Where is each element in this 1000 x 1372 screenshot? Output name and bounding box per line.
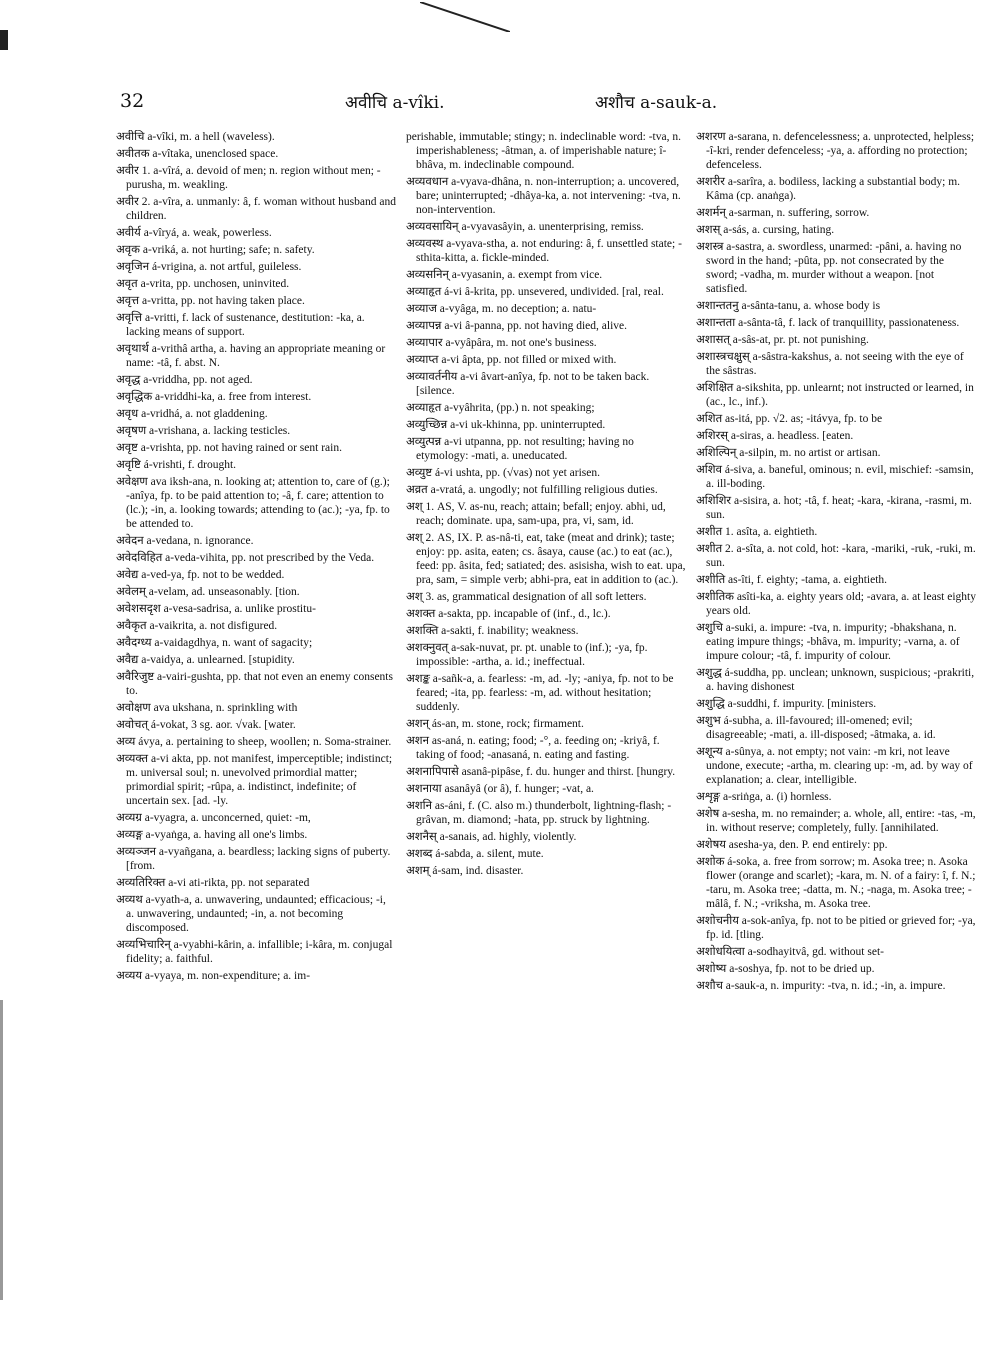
dictionary-entry: अशून्य a-sûnya, a. not empty; not vain: -m kri, not leave undone, execute; -artha, m. clearing up: -m, ad. by way of explanation; a. clear, intelligible. <box>696 746 973 786</box>
dictionary-entry: अशुचि a-suki, a. impure: -tva, n. impurity; -bhakshana, n. eating impure things; -bhâva, m. impurity; -varna, a. of impure colour; -tâ, f. impurity of colour. <box>696 622 960 662</box>
dictionary-entry: अशम् á-sam, ind. disaster. <box>406 865 524 877</box>
dictionary-entry: अवृषण a-vrishana, a. lacking testicles. <box>116 425 291 437</box>
dictionary-entry: अव्यभिचारिन् a-vyabhi-kârin, a. infallible; i-kâra, m. conjugal fidelity; a. faithful. <box>116 939 393 965</box>
dictionary-entry: अशीत 1. asîta, a. eightieth. <box>696 526 818 538</box>
dictionary-entry: अश् 2. AS, IX. P. as-nâ-ti, eat, take (meat and drink); taste; enjoy: pp. asita, eaten; cs. âsaya, cause (ac.) to eat (ac.), feed: pp. âsita, fed; satiated; des. asisisha, wish to eat. upa, pra, sam, = simple verb; abhi-pra, eat in addition to (ac.). <box>406 532 686 586</box>
dictionary-entry: अव्यथ a-vyath-a, a. unwavering, undaunted; efficacious; -i, a. unwavering, undaunted; -in, a. not becoming discomposed. <box>116 894 386 934</box>
dictionary-entry: अवीर 1. a-vîrá, a. devoid of men; n. region without men; -purusha, m. weakling. <box>116 165 381 191</box>
dictionary-entry: अशक्नुवत् a-sak-nuvat, pr. pt. unable to (inf.); -ya, fp. impossible: -artha, a. id.; ineffectual. <box>406 642 648 668</box>
dictionary-entry: अव्यवसायिन् a-vyavasâyin, a. unenterprising, remiss. <box>406 221 644 233</box>
dictionary-entry: अश् 3. as, grammatical designation of all soft letters. <box>406 591 647 603</box>
dictionary-entry: अव्याहृत á-vi â-krita, pp. unsevered, undivided. [ral, real. <box>406 286 664 298</box>
dictionary-entry: अशिशिर a-sisira, a. hot; -tâ, f. heat; -kara, -kirana, -rasmi, m. sun. <box>696 495 972 521</box>
dictionary-entry: अवृथार्थ a-vrithâ artha, a. having an appropriate meaning or name: -tâ, f. abst. N. <box>116 343 386 369</box>
dictionary-column-3 <box>696 130 976 1360</box>
dictionary-entry: अव्यापन्न a-vi â-panna, pp. not having died, alive. <box>406 320 627 332</box>
dictionary-entry: अशस्त्र a-sastra, a. swordless, unarmed: -pâni, a. having no sword in the hand; -pûta, pp. not consecrated by the sword; -vadha, m. murder without a weapon. [not satisfied. <box>696 241 962 295</box>
dictionary-entry: अवोचत् á-vokat, 3 sg. aor. √vak. [water. <box>116 719 296 731</box>
dictionary-columns <box>116 130 976 1360</box>
running-head-right: अशौच a-sauk-a. <box>595 93 718 113</box>
dictionary-entry: अशिल्पिन् a-silpin, m. no artist or artisan. <box>696 447 881 459</box>
dictionary-entry: अशेषय asesha-ya, den. P. end entirely: pp. <box>696 839 888 851</box>
dictionary-entry: अशब्द á-sabda, a. silent, mute. <box>406 848 544 860</box>
dictionary-entry: अव्यवधान a-vyava-dhâna, n. non-interruption; a. uncovered, bare; uninterrupted; -dhâya-ka, a. not intervening: -tva, n. non-intervention. <box>406 176 681 216</box>
dictionary-entry: अवीर 2. a-vîra, a. unmanly: â, f. woman without husband and children. <box>116 196 396 222</box>
dictionary-entry: अवोक्षण ava ukshana, n. sprinkling with <box>116 702 298 714</box>
dictionary-entry: अवृद्ध a-vriddha, pp. not aged. <box>116 374 253 386</box>
dictionary-entry: अशीति as-îti, f. eighty; -tama, a. eightieth. <box>696 574 888 586</box>
dictionary-entry: अशुद्ध á-suddha, pp. unclean; unknown, suspicious; -prakriti, a. having dishonest <box>696 667 975 693</box>
dictionary-entry: अव्याज a-vyâga, m. no deception; a. natu- <box>406 303 597 315</box>
dictionary-entry: अशासत् a-sâs-at, pr. pt. not punishing. <box>696 334 869 346</box>
dictionary-entry: अवृत्ति a-vritti, f. lack of sustenance, destitution: -ka, a. lacking means of support. <box>116 312 365 338</box>
dictionary-entry: अशिरस् a-siras, a. headless. [eaten. <box>696 430 854 442</box>
dictionary-entry: अशोष्य a-soshya, fp. not to be dried up. <box>696 963 875 975</box>
dictionary-entry: अव्रत a-vratá, a. ungodly; not fulfilling religious duties. <box>406 484 658 496</box>
page-number: 32 <box>120 90 145 112</box>
scan-edge-shadow <box>0 1000 3 1300</box>
dictionary-entry: अवीचि a-vîki, m. a hell (waveless). <box>116 131 275 143</box>
dictionary-entry: अशर्मन् a-sarman, n. suffering, sorrow. <box>696 207 870 219</box>
dictionary-entry: अशोचनीय a-sok-anîya, fp. not to be pitied or grieved for; -ya, fp. id. [tling. <box>696 915 976 941</box>
dictionary-entry: perishable, immutable; stingy; n. indeclinable word: -tva, n. imperishableness; -âtman, a. of imperishable nature; î-bhâva, m. indeclinable compound. <box>406 131 681 171</box>
dictionary-entry: अव्यक्त a-vi akta, pp. not manifest, imperceptible; indistinct; m. universal soul; n. unevolved primordial matter; primordial spirit; -rûpa, a. indistinct, indefinite; of uncertain sex. [ad. -ly. <box>116 753 393 807</box>
dictionary-entry: अशुभ á-subha, a. ill-favoured; ill-omened; evil; disagreeable; -mati, a. ill-disposed; -âtmaka, a. id. <box>696 715 936 741</box>
dictionary-entry: अव्यग्र a-vyagra, a. unconcerned, quiet: -m, <box>116 812 311 824</box>
dictionary-entry: अव्याहृत a-vyâhrita, (pp.) n. not speaking; <box>406 402 595 414</box>
dictionary-entry: अशिक्षित a-sikshita, pp. unlearnt; not instructed or learned, in (ac., lc., inf.). <box>696 382 974 408</box>
dictionary-entry: अशीत 2. a-sîta, a. not cold, hot: -kara, -mariki, -ruk, -ruki, m. sun. <box>696 543 976 569</box>
dictionary-entry: अशोक á-soka, a. free from sorrow; m. Asoka tree; n. Asoka flower (orange and scarlet); -kara, m. N. of a fairy: î, f. N.; -taru, m. Asoka tree; -datta, m. N.; -naga, m. Asoka tree; -mâlâ, f. N.; -vriksha, m. Asoka tree. <box>696 856 976 910</box>
dictionary-entry: अव्यञ्जन a-vyañgana, a. beardless; lacking signs of puberty. [from. <box>116 846 391 872</box>
dictionary-entry: अशिव á-siva, a. baneful, ominous; n. evil, mischief: -samsin, a. ill-boding. <box>696 464 974 490</box>
dictionary-entry: अवृत a-vrita, pp. unchosen, uninvited. <box>116 278 290 290</box>
dictionary-entry: अवेदन a-vedana, n. ignorance. <box>116 535 254 547</box>
dictionary-entry: अवैद्य a-vaidya, a. unlearned. [stupidity. <box>116 654 295 666</box>
dictionary-entry: अवृजिन á-vrigina, a. not artful, guileless. <box>116 261 302 273</box>
dictionary-entry: अवृत्त a-vritta, pp. not having taken place. <box>116 295 305 307</box>
dictionary-entry: अवृध a-vridhá, a. not gladdening. <box>116 408 268 420</box>
dictionary-entry: अशीतिक asîti-ka, a. eighty years old; -avara, a. at least eighty years old. <box>696 591 976 617</box>
dictionary-entry: अवेलम् a-velam, ad. unseasonably. [tion. <box>116 586 300 598</box>
dictionary-entry: अव्यङ्ग a-vyaṅga, a. having all one's limbs. <box>116 829 308 841</box>
dictionary-entry: अव्युष्ट á-vi ushta, pp. (√vas) not yet arisen. <box>406 467 601 479</box>
dictionary-entry: अशोधयित्वा a-sodhayitvâ, gd. without set- <box>696 946 884 958</box>
dictionary-entry: अवृद्धिक a-vriddhi-ka, a. free from interest. <box>116 391 312 403</box>
dictionary-entry: अशरण a-sarana, n. defencelessness; a. unprotected, helpless; -î-kri, render defenceless; -ya, a. affording no protection; defenceless. <box>696 131 975 171</box>
dictionary-entry: अशरीर a-sarîra, a. bodiless, lacking a substantial body; m. Kâma (cp. anaṅga). <box>696 176 961 202</box>
dictionary-entry: अशङ्क a-sañk-a, a. fearless: -m, ad. -ly; -aniya, fp. not to be feared; -ita, pp. fearless: -m, ad. without hesitation; suddenly. <box>406 673 674 713</box>
dictionary-entry: अशनि as-áni, f. (C. also m.) thunderbolt, lightning-flash; -grâvan, m. diamond; -hata, pp. struck by lightning. <box>406 800 672 826</box>
dictionary-entry: अव्यावर्तनीय a-vi âvart-anîya, fp. not to be taken back. [silence. <box>406 371 650 397</box>
dictionary-entry: अशन as-aná, n. eating; food; -°, a. feeding on; -kriyâ, f. taking of food; -anasaná, n. eating and fasting. <box>406 735 660 761</box>
dictionary-column-1 <box>116 130 396 1360</box>
dictionary-entry: अव्य ávya, a. pertaining to sheep, woollen; n. Soma-strainer. <box>116 736 392 748</box>
dictionary-entry: अव्युच्छिन्न a-vi uk-khinna, pp. uninterrupted. <box>406 419 606 431</box>
dictionary-entry: अवेशसदृश a-vesa-sadrisa, a. unlike prostitu- <box>116 603 316 615</box>
dictionary-entry: अशेष a-sesha, m. no remainder; a. whole, all, entire: -tas, -m, in. without reserve; completely, fully. [annihilated. <box>696 808 976 834</box>
dictionary-entry: अवेक्षण ava iksh-ana, n. looking at; attention to, care of (g.); -anîya, fp. to be paid attention to; -â, f. care; attention to (lc.); -in, a. looking towards; attending to (ac.); -ya, fp. to be attended to. <box>116 476 390 530</box>
dictionary-entry: अवृक a-vriká, a. not hurting; safe; n. safety. <box>116 244 315 256</box>
running-head-left: अवीचि a-vîki. <box>345 93 445 113</box>
page-header <box>120 90 970 120</box>
dictionary-entry: अशस् a-sás, a. cursing, hating. <box>696 224 835 236</box>
dictionary-entry: अशनाया asanâyâ (or â), f. hunger; -vat, a. <box>406 783 594 795</box>
dictionary-entry: अव्यसनिन् a-vyasanin, a. exempt from vice. <box>406 269 603 281</box>
scan-artifact-line <box>420 2 510 32</box>
dictionary-entry: अशान्ततनु a-sânta-tanu, a. whose body is <box>696 300 881 312</box>
dictionary-entry: अव्यतिरिक्त a-vi ati-rikta, pp. not separated <box>116 877 310 889</box>
dictionary-entry: अवीतक a-vîtaka, unenclosed space. <box>116 148 279 160</box>
dictionary-entry: अवैरिजुष्ट a-vairi-gushta, pp. that not even an enemy consents to. <box>116 671 393 697</box>
dictionary-entry: अव्यापार a-vyâpâra, m. not one's business. <box>406 337 597 349</box>
dictionary-entry: अव्यवस्थ a-vyava-stha, a. not enduring: â, f. unsettled state; -sthita-kitta, a. fickle-minded. <box>406 238 682 264</box>
dictionary-entry: अशक्त a-sakta, pp. incapable of (inf., d., lc.). <box>406 608 611 620</box>
dictionary-entry: अवैकृत a-vaikrita, a. not disfigured. <box>116 620 278 632</box>
dictionary-entry: अश् 1. AS, V. as-nu, reach; attain; befall; enjoy. abhi, ud, reach; dominate. upa, sam-upa, pra, vi, sam, id. <box>406 501 666 527</box>
dictionary-entry: अव्युत्पन्न a-vi utpanna, pp. not resulting; having no etymology: -mati, a. uneducated. <box>406 436 634 462</box>
dictionary-entry: अशनैस् a-sanais, ad. highly, violently. <box>406 831 577 843</box>
scan-edge-mark <box>0 30 8 50</box>
dictionary-entry: अशान्तता a-sânta-tâ, f. lack of tranquillity, passionateness. <box>696 317 960 329</box>
dictionary-entry: अवेदविहित a-veda-vihita, pp. not prescribed by the Veda. <box>116 552 375 564</box>
dictionary-entry: अशास्त्रचक्षुस् a-sâstra-kakshus, a. not seeing with the eye of the sâstras. <box>696 351 964 377</box>
dictionary-entry: अवृष्ट a-vrishta, pp. not having rained or sent rain. <box>116 442 342 454</box>
dictionary-entry: अशृङ्ग a-sriṅga, a. (i) hornless. <box>696 791 832 803</box>
dictionary-entry: अशित as-itá, pp. √2. as; -itávya, fp. to be <box>696 413 883 425</box>
dictionary-entry: अव्याप्त a-vi âpta, pp. not filled or mixed with. <box>406 354 617 366</box>
dictionary-entry: अशनापिपासे asanâ-pipâse, f. du. hunger and thirst. [hungry. <box>406 766 676 778</box>
dictionary-entry: अशुद्धि a-suddhi, f. impurity. [ministers. <box>696 698 877 710</box>
dictionary-entry: अवेद्य a-ved-ya, fp. not to be wedded. <box>116 569 285 581</box>
dictionary-entry: अशक्ति a-sakti, f. inability; weakness. <box>406 625 579 637</box>
dictionary-entry: अवैदग्ध्य a-vaidagdhya, n. want of sagacity; <box>116 637 313 649</box>
dictionary-entry: अव्यय a-vyaya, m. non-expenditure; a. im- <box>116 970 311 982</box>
dictionary-entry: अशौच a-sauk-a, n. impurity: -tva, n. id.; -in, a. impure. <box>696 980 946 992</box>
dictionary-column-2 <box>406 130 686 1360</box>
dictionary-entry: अशन् ás-an, m. stone, rock; firmament. <box>406 718 584 730</box>
dictionary-entry: अवृष्टि á-vrishti, f. drought. <box>116 459 237 471</box>
dictionary-entry: अवीर्य a-vîryá, a. weak, powerless. <box>116 227 272 239</box>
